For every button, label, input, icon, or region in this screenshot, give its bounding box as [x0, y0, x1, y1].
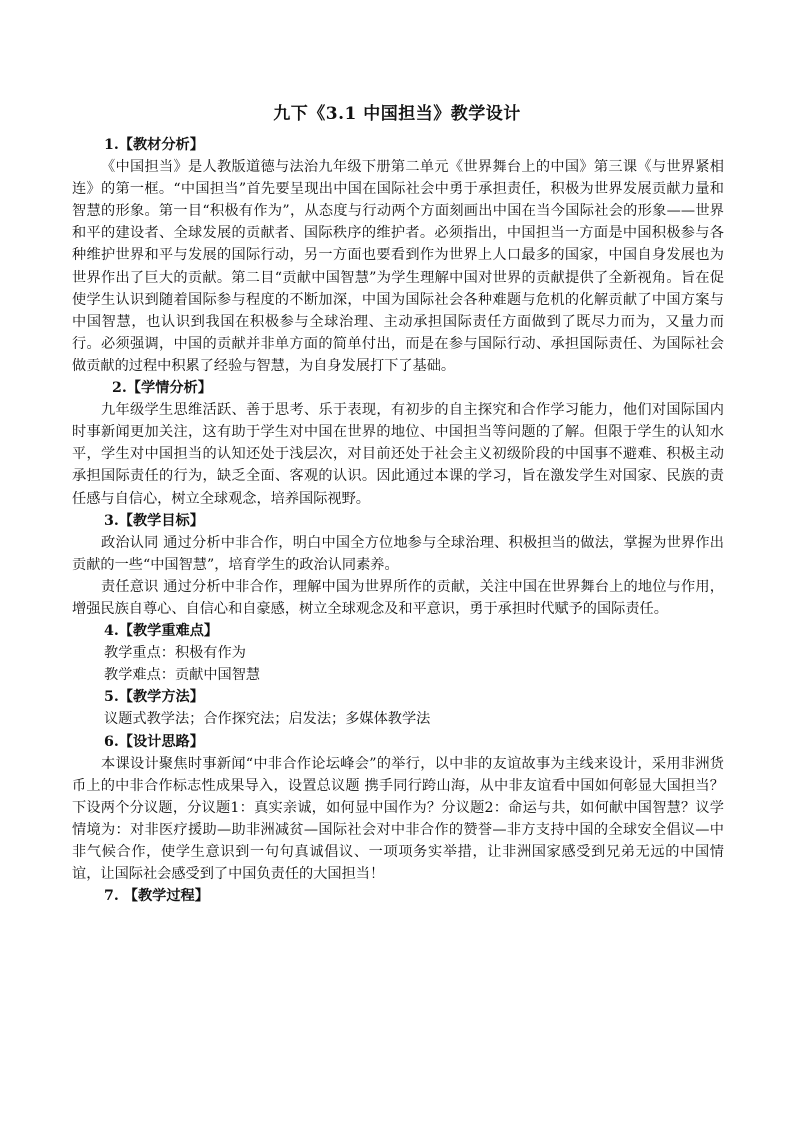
- textbook-analysis-paragraph: 《中国担当》是人教版道德与法治九年级下册第二单元《世界舞台上的中国》第三课《与世界紧相连》的第一框。“中国担当”首先要呈现出中国在国际社会中勇于承担责任，积极为世界发展贡献力量和智慧的形象。第一目“积极有作为”，从态度与行动两个方面刻画出中国在当今国际社会的形象——世界和平的建设者、全球发展的贡献者、国际秩序的维护者。必须指出，中国担当一方面是中国积极参与各种维护世界和平与发展的国际行动，另一方面也要看到作为世界上人口最多的国家，中国自身发展也为世界作出了巨大的贡献。第二目“贡献中国智慧”为学生理解中国对世界的贡献提供了全新视角。旨在促使学生认识到随着国际参与程度的不断加深，中国为国际社会各种难题与危机的化解贡献了中国方案与中国智慧，也认识到我国在积极参与全球治理、主动承担国际责任方面做到了既尽力而为，又量力而行。必须强调，中国的贡献并非单方面的简单付出，而是在参与国际行动、承担国际责任、为国际社会做贡献的过程中积累了经验与智慧，为自身发展打下了基础。: [72, 159, 724, 374]
- design-ideas-paragraph: 本课设计聚焦时事新闻“中非合作论坛峰会”的举行，以中非的友谊故事为主线来设计，采用非洲货币上的中非合作标志性成果导入，设置总议题 携手同行跨山海，从中非友谊看中国如何彰显大国担当？下设两个分议题，分议题1：真实亲诚，如何显中国作为？分议题2：命运与共，如何献中国智慧？议学情境为：对非医疗援助—助非洲减贫—国际社会对中非合作的赞誉—非方支持中国的全球安全倡议—中非气候合作，使学生意识到一句句真诚倡议、一项项务实举措，让非洲国家感受到兄弟无远的中国情谊，让国际社会感受到了中国负责任的大国担当！: [72, 755, 724, 883]
- section-heading-textbook-analysis: 1.【教材分析】: [104, 137, 204, 153]
- section-heading-teaching-process: 7. 【教学过程】: [104, 888, 209, 905]
- goal-responsibility-paragraph: 责任意识 通过分析中非合作，理解中国为世界所作的贡献，关注中国在世界舞台上的地位与作用，增强民族自尊心、自信心和自豪感，树立全球观念及和平意识，勇于承担时代赋予的国际责任。: [72, 578, 724, 617]
- key-point-line: 教学重点：积极有作为: [104, 645, 246, 662]
- document-title: 九下《3.1 中国担当》教学设计: [273, 104, 521, 124]
- document-body: [72, 134, 724, 907]
- goal-political-identity-paragraph: 政治认同 通过分析中非合作，明白中国全方位地参与全球治理、积极担当的做法，掌握为世界作出贡献的一些“中国智慧”，培育学生的政治认同素养。: [72, 534, 724, 573]
- teaching-methods-line: 议题式教学法；合作探究法；启发法；多媒体教学法: [104, 711, 431, 728]
- section-heading-teaching-methods: 5.【教学方法】: [104, 689, 204, 706]
- student-analysis-paragraph: 九年级学生思维活跃、善于思考、乐于表现，有初步的自主探究和合作学习能力，他们对国际国内时事新闻更加关注，这有助于学生对中国在世界的地位、中国担当等问题的了解。但限于学生的认知水平，学生对中国担当的认知还处于浅层次，对目前还处于社会主义初级阶段的中国事不避难、积极主动承担国际责任的行为，缺乏全面、客观的认识。因此通过本课的学习，旨在激发学生对国家、民族的责任感与自信心，树立全球观念，培养国际视野。: [72, 402, 724, 507]
- section-heading-student-analysis: 2.【学情分析】: [112, 380, 212, 397]
- difficult-point-line: 教学难点：贡献中国智慧: [104, 667, 261, 684]
- section-heading-design-ideas: 6.【设计思路】: [104, 733, 204, 750]
- section-heading-teaching-goals: 3.【教学目标】: [104, 512, 204, 529]
- section-heading-key-points: 4.【教学重难点】: [104, 623, 219, 640]
